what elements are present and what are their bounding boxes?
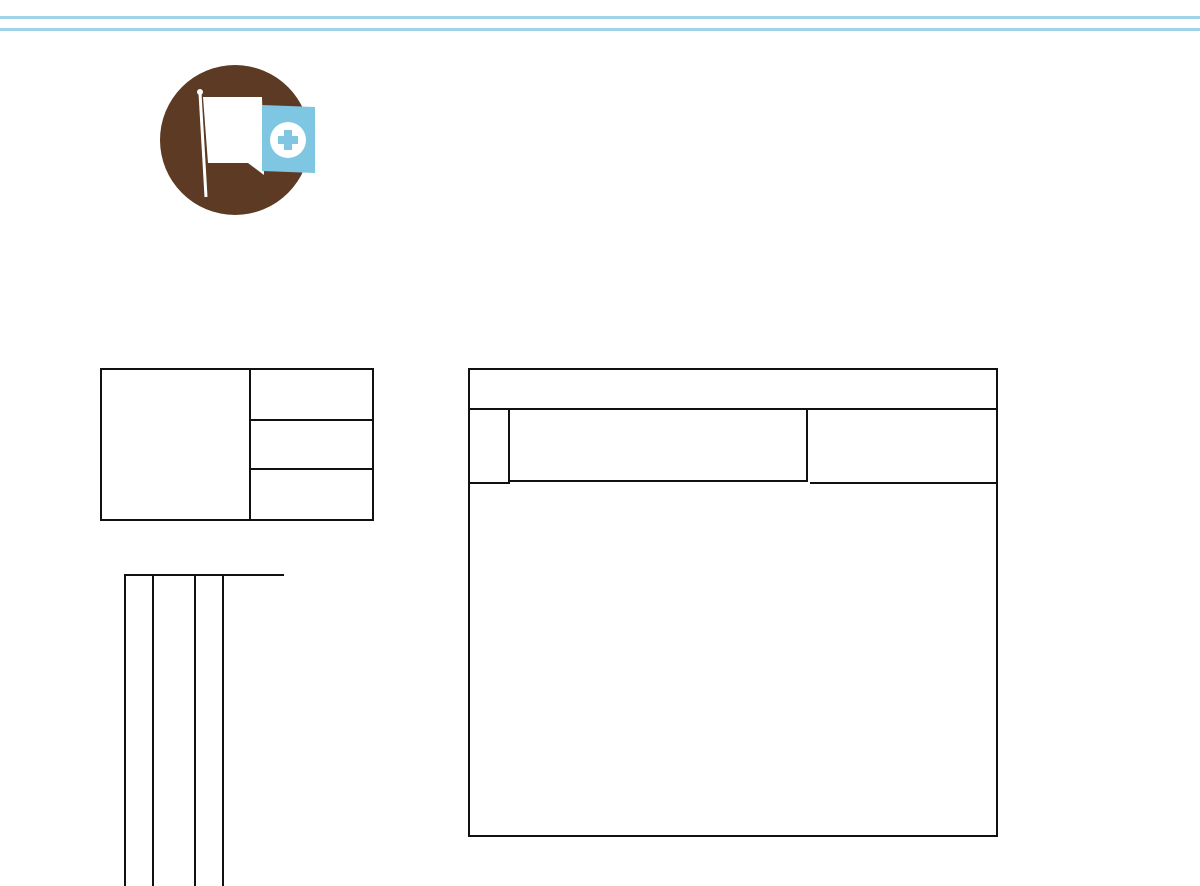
- apartment-badge: [100, 368, 374, 521]
- header-rule-bottom: [0, 28, 1200, 31]
- apartment-label-column: [194, 574, 224, 886]
- explication-table: [468, 368, 998, 837]
- apartment-code: [102, 370, 251, 519]
- floor-number-column: [152, 574, 195, 576]
- header-room-name: [510, 410, 808, 482]
- header-rule-top: [0, 16, 1200, 19]
- header-room-area: [810, 410, 996, 484]
- logo-flag-icon: [160, 65, 320, 215]
- badge-total-area-summer: [251, 470, 374, 519]
- badge-living-area: [251, 370, 374, 421]
- apartment-number-column: [222, 574, 284, 576]
- explication-title: [470, 370, 996, 410]
- badge-total-area: [251, 421, 374, 470]
- header-no: [470, 410, 510, 484]
- floor-label-column: [124, 574, 154, 886]
